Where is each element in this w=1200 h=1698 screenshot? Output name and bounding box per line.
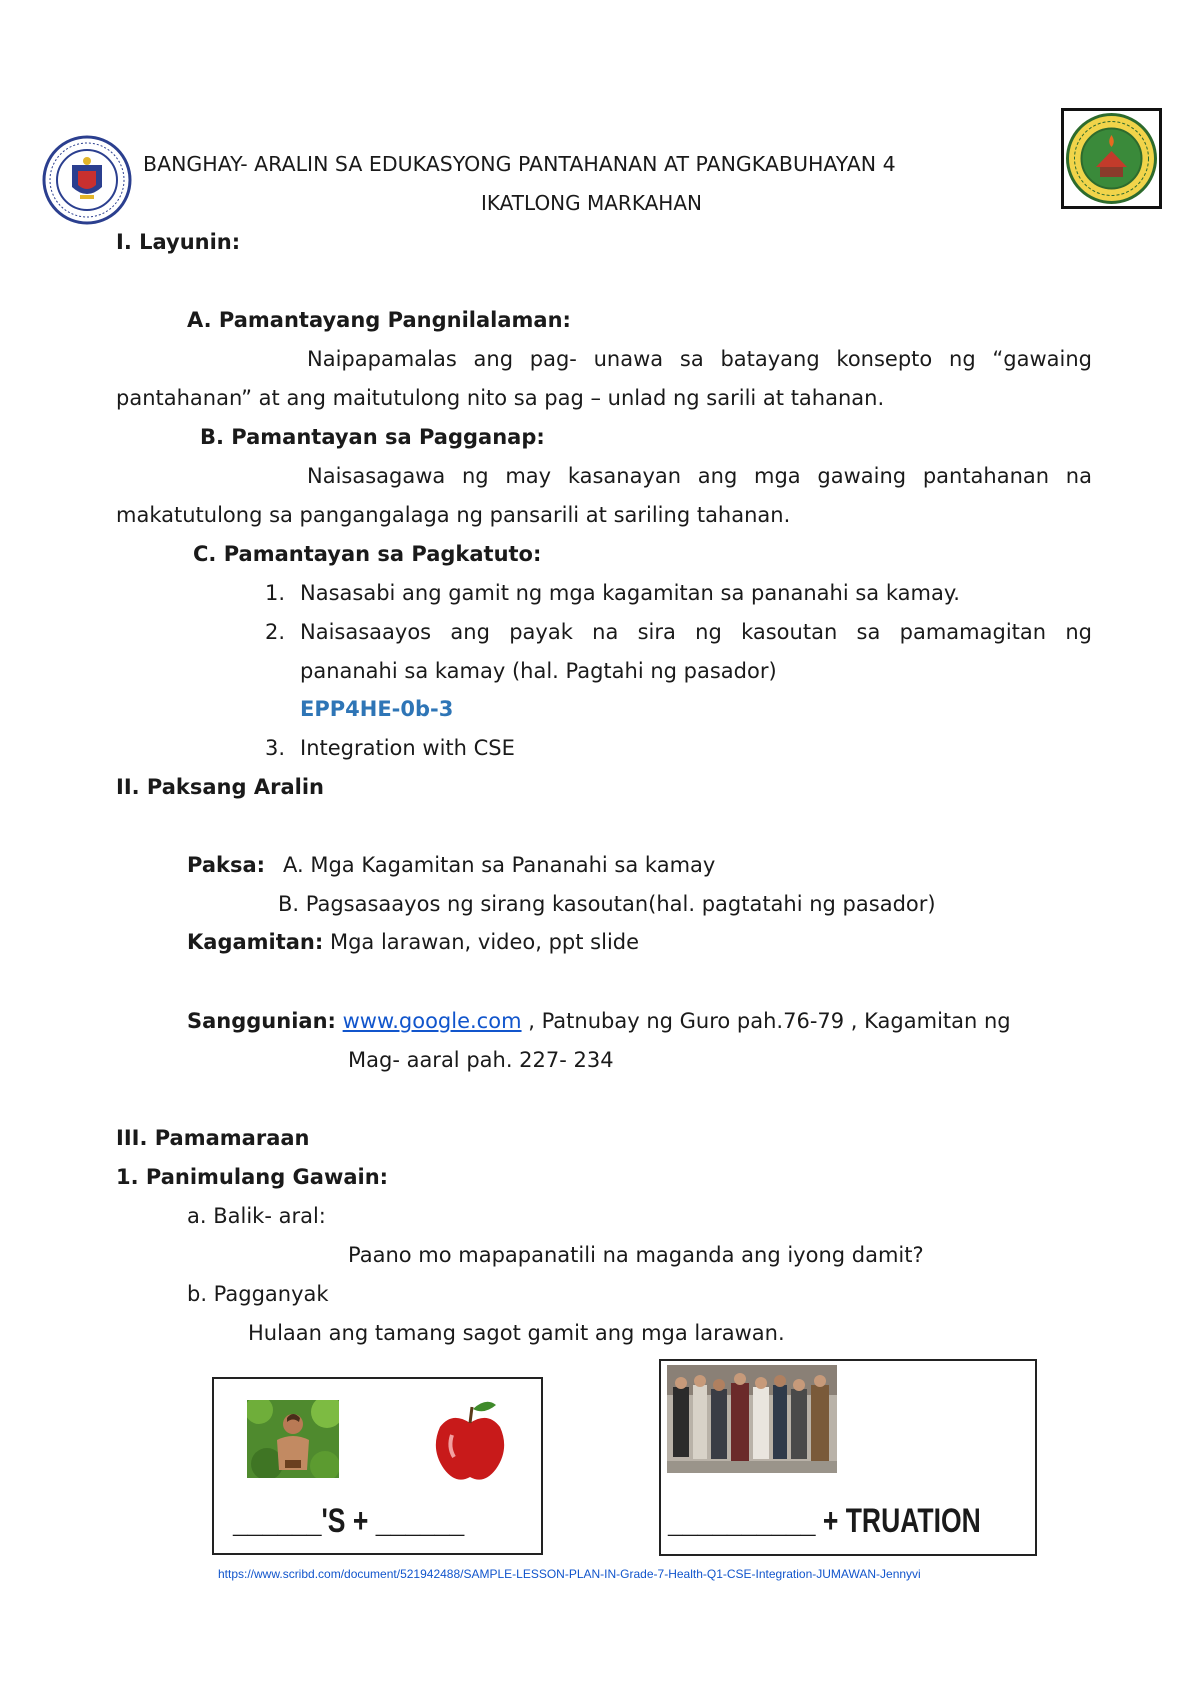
sanggunian-link[interactable]: www.google.com xyxy=(342,1009,522,1033)
pagganyak-instruction: Hulaan ang tamang sagot gamit ang mga larawan. xyxy=(248,1321,785,1345)
list-item-text: Integration with CSE xyxy=(300,736,515,760)
balik-aral-question: Paano mo mapapanatili na maganda ang iyong damit? xyxy=(348,1243,924,1267)
section-1-heading: I. Layunin: xyxy=(116,230,241,254)
list-item-number: 3. xyxy=(265,736,286,760)
paksa-b: B. Pagsasaayos ng sirang kasoutan(hal. pagtatahi ng pasador) xyxy=(278,892,936,916)
list-item-number: 1. xyxy=(265,581,286,605)
sanggunian-label: Sanggunian: xyxy=(187,1009,336,1033)
fashion-crowd-picture xyxy=(667,1365,837,1473)
competency-code: EPP4HE-0b-3 xyxy=(300,697,454,721)
pagganyak-label: b. Pagganyak xyxy=(187,1282,329,1306)
source-url-link[interactable]: https://www.scribd.com/document/521942488/SAMPLE-LESSON-PLAN-IN-Grade-7-Health-Q1-CSE-Integration-JUMAWAN-Jennyvi xyxy=(218,1567,921,1581)
puzzle-right-answer-blank: __________ + TRUATION xyxy=(668,1502,981,1540)
kagamitan-value: Mga larawan, video, ppt slide xyxy=(329,930,640,954)
pamantayang-pangnilalaman-heading: A. Pamantayang Pangnilalaman: xyxy=(187,308,571,332)
puzzle-left-answer-blank: ______'S + ______ xyxy=(233,1502,465,1540)
list-item-text-continued: pananahi sa kamay (hal. Pagtahi ng pasador) xyxy=(300,659,777,683)
sanggunian-line-2: Mag- aaral pah. 227- 234 xyxy=(348,1048,614,1072)
pangnilalaman-line-2: pantahanan” at ang maitutulong nito sa pag – unlad ng sarili at tahanan. xyxy=(116,386,885,410)
pagganap-line-1: Naisasagawa ng may kasanayan ang mga gawaing pantahanan na xyxy=(307,464,1092,488)
apple-picture xyxy=(430,1393,510,1485)
deped-seal-logo xyxy=(42,135,132,225)
section-3-heading: III. Pamamaraan xyxy=(116,1126,310,1150)
balik-aral-label: a. Balik- aral: xyxy=(187,1204,326,1228)
list-item-text: Naisasaayos ang payak na sira ng kasoutan sa pamamagitan ng xyxy=(300,620,1092,644)
list-item-number: 2. xyxy=(265,620,286,644)
paksa-label: Paksa: xyxy=(187,853,266,877)
sanggunian-row xyxy=(187,1011,1011,1032)
jungle-man-picture xyxy=(247,1400,339,1478)
sanggunian-rest: , Patnubay ng Guro pah.76-79 , Kagamitan ng xyxy=(521,1009,1011,1033)
paksa-a: A. Mga Kagamitan sa Pananahi sa kamay xyxy=(283,853,716,877)
document-title: BANGHAY- ARALIN SA EDUKASYONG PANTAHANAN AT PANGKABUHAYAN 4 xyxy=(143,152,896,176)
kagamitan-label: Kagamitan: xyxy=(187,930,324,954)
pangnilalaman-line-1: Naipapamalas ang pag- unawa sa batayang konsepto ng “gawaing xyxy=(307,347,1092,371)
document-subtitle: IKATLONG MARKAHAN xyxy=(481,191,702,215)
pamantayan-sa-pagganap-heading: B. Pamantayan sa Pagganap: xyxy=(200,425,545,449)
kagamitan-row xyxy=(187,932,639,953)
pamantayan-sa-pagkatuto-heading: C. Pamantayan sa Pagkatuto: xyxy=(193,542,542,566)
section-2-heading: II. Paksang Aralin xyxy=(116,775,324,799)
pagganap-line-2: makatutulong sa pangangalaga ng pansarili at sariling tahanan. xyxy=(116,503,791,527)
panimulang-gawain-heading: 1. Panimulang Gawain: xyxy=(116,1165,389,1189)
school-seal-logo xyxy=(1061,108,1162,209)
list-item-text: Nasasabi ang gamit ng mga kagamitan sa pananahi sa kamay. xyxy=(300,581,960,605)
